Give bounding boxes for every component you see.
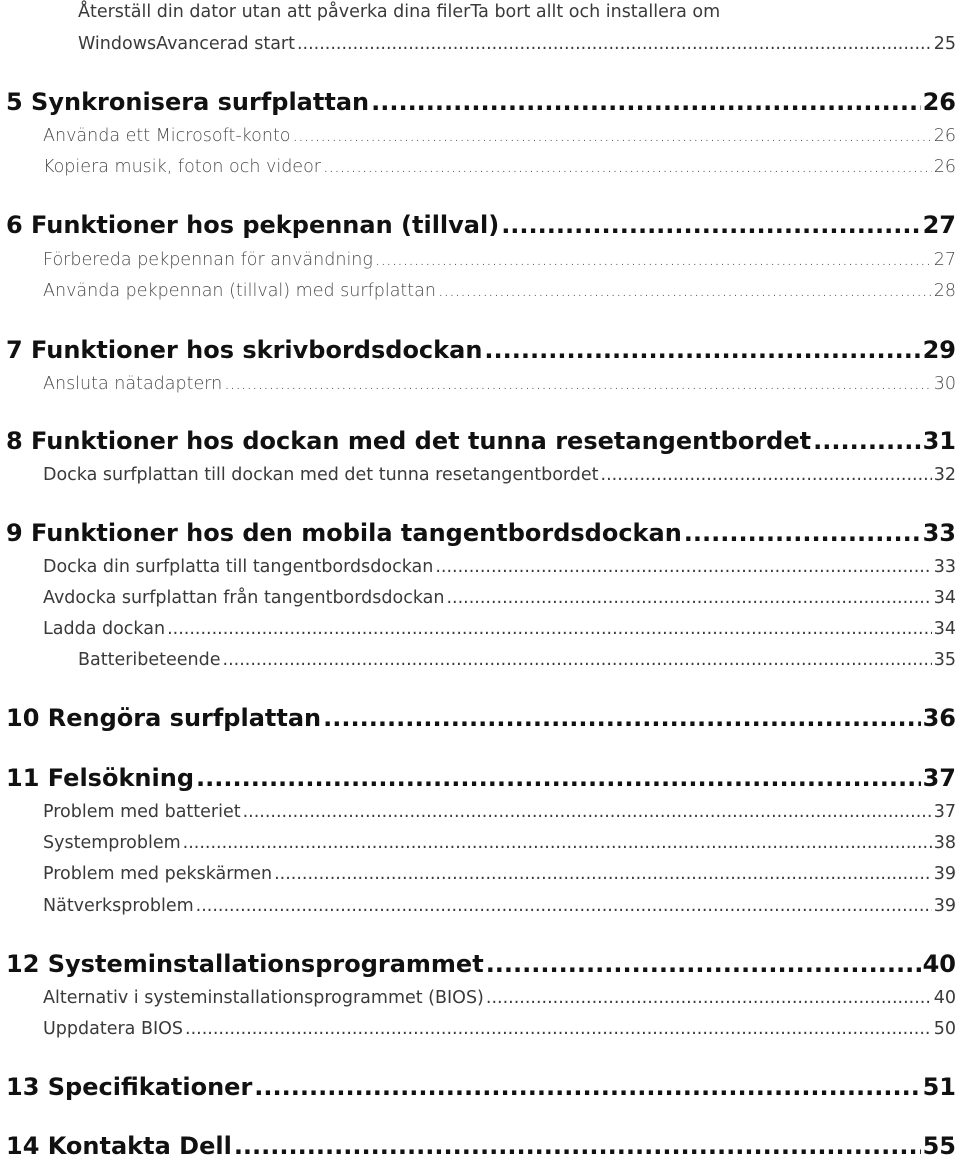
toc-page-number: 35 bbox=[933, 650, 956, 670]
toc-leader-dots bbox=[501, 211, 920, 239]
toc-page-number: 36 bbox=[922, 704, 956, 732]
toc-leader-dots bbox=[484, 336, 920, 364]
toc-chapter-title: 10 Rengöra surfplattan bbox=[6, 704, 322, 732]
toc-section-entry[interactable] bbox=[43, 281, 956, 301]
toc-leader-dots bbox=[243, 802, 932, 822]
toc-section-title: Problem med pekskärmen bbox=[43, 864, 273, 884]
toc-section-entry[interactable] bbox=[43, 557, 956, 577]
toc-leader-dots bbox=[323, 157, 932, 177]
toc-section-title: Förbereda pekpennan för användning bbox=[43, 250, 373, 270]
toc-leader-dots bbox=[234, 1132, 921, 1160]
toc-leader-dots bbox=[224, 374, 931, 394]
toc-page-number: 28 bbox=[933, 281, 956, 301]
toc-chapter-title: 14 Kontakta Dell bbox=[6, 1132, 232, 1160]
toc-page-number: 38 bbox=[933, 833, 956, 853]
toc-chapter-entry[interactable] bbox=[6, 336, 956, 364]
toc-chapter-entry[interactable] bbox=[6, 1132, 956, 1160]
toc-chapter-title: 6 Funktioner hos pekpennan (tillval) bbox=[6, 211, 500, 239]
toc-chapter-entry[interactable] bbox=[6, 764, 956, 792]
toc-page-number: 33 bbox=[933, 557, 956, 577]
toc-chapter-entry[interactable] bbox=[6, 1073, 956, 1101]
toc-leader-dots bbox=[274, 864, 932, 884]
toc-chapter-title: 9 Funktioner hos den mobila tangentbordsdockan bbox=[6, 519, 682, 547]
toc-entry[interactable] bbox=[78, 34, 956, 54]
toc-section-entry[interactable] bbox=[43, 374, 956, 394]
toc-leader-dots bbox=[223, 650, 932, 670]
toc-page-number: 37 bbox=[922, 764, 956, 792]
toc-leader-dots bbox=[167, 619, 932, 639]
toc-page-number: 55 bbox=[922, 1132, 956, 1160]
toc-section-entry[interactable] bbox=[43, 588, 956, 608]
toc-section-entry[interactable] bbox=[43, 896, 956, 916]
toc-section-entry[interactable] bbox=[43, 802, 956, 822]
toc-page-number: 32 bbox=[933, 465, 956, 485]
toc-chapter-entry[interactable] bbox=[6, 88, 956, 116]
toc-page-number: 30 bbox=[933, 374, 956, 394]
toc-section-title: Avdocka surfplattan från tangentbordsdockan bbox=[43, 588, 445, 608]
toc-chapter-entry[interactable] bbox=[6, 950, 956, 978]
toc-chapter-title: 13 Specifikationer bbox=[6, 1073, 253, 1101]
toc-leader-dots bbox=[684, 519, 921, 547]
toc-leader-dots bbox=[375, 250, 932, 270]
toc-section-title: Docka surfplattan till dockan med det tunna resetangentbordet bbox=[43, 465, 599, 485]
toc-section-entry[interactable] bbox=[43, 619, 956, 639]
toc-page-number: 26 bbox=[922, 88, 956, 116]
toc-leader-dots bbox=[371, 88, 921, 116]
toc-leader-dots bbox=[254, 1073, 920, 1101]
toc-section-title: Systemproblem bbox=[43, 833, 181, 853]
toc-section-title: Kopiera musik, foton och videor bbox=[43, 157, 321, 177]
toc-leader-dots bbox=[446, 588, 931, 608]
toc-page-number: 26 bbox=[933, 126, 956, 146]
toc-chapter-entry[interactable] bbox=[6, 427, 956, 455]
toc-section-entry[interactable] bbox=[43, 465, 956, 485]
toc-subsection-entry[interactable] bbox=[78, 650, 956, 670]
toc-page-number: 29 bbox=[922, 336, 956, 364]
toc-section-title: Ansluta nätadaptern bbox=[43, 374, 223, 394]
toc-section-title: Problem med batteriet bbox=[43, 802, 241, 822]
toc-page-number: 40 bbox=[922, 950, 956, 978]
toc-page-number: 50 bbox=[933, 1019, 956, 1039]
toc-page-number: 39 bbox=[933, 864, 956, 884]
toc-section-entry[interactable] bbox=[43, 1019, 956, 1039]
toc-chapter-title: 5 Synkronisera surfplattan bbox=[6, 88, 370, 116]
toc-leader-dots bbox=[185, 1019, 932, 1039]
toc-section-entry[interactable] bbox=[43, 833, 956, 853]
toc-page-number: 34 bbox=[933, 588, 956, 608]
toc-section-entry[interactable] bbox=[43, 988, 956, 1008]
toc-page-number: 34 bbox=[933, 619, 956, 639]
toc-section-entry[interactable] bbox=[43, 126, 956, 146]
toc-page-number: 27 bbox=[933, 250, 956, 270]
toc-section-title: Ladda dockan bbox=[43, 619, 166, 639]
toc-page-number: 25 bbox=[933, 34, 956, 54]
toc-leader-dots bbox=[293, 126, 932, 146]
toc-chapter-entry[interactable] bbox=[6, 519, 956, 547]
toc-section-title: Alternativ i systeminstallationsprogrammet (BIOS) bbox=[43, 988, 484, 1008]
toc-section-title: Nätverksproblem bbox=[43, 896, 194, 916]
toc-leader-dots bbox=[438, 281, 932, 301]
toc-section-entry[interactable] bbox=[43, 250, 956, 270]
toc-entry-title: WindowsAvancerad start bbox=[78, 34, 295, 54]
toc-page-number: 39 bbox=[933, 896, 956, 916]
toc-subsection-title: Batteribeteende bbox=[78, 650, 221, 670]
toc-page-number: 31 bbox=[922, 427, 956, 455]
toc-entry-text-line-1: Återställ din dator utan att påverka dina filerTa bort allt och installera om bbox=[78, 2, 721, 22]
toc-leader-dots bbox=[486, 950, 921, 978]
toc-page-number: 33 bbox=[922, 519, 956, 547]
toc-page-number: 37 bbox=[933, 802, 956, 822]
toc-chapter-entry[interactable] bbox=[6, 704, 956, 732]
toc-leader-dots bbox=[435, 557, 931, 577]
toc-page-number: 26 bbox=[933, 157, 956, 177]
toc-leader-dots bbox=[486, 988, 932, 1008]
toc-chapter-entry[interactable] bbox=[6, 211, 956, 239]
toc-section-entry[interactable] bbox=[43, 157, 956, 177]
toc-page-number: 51 bbox=[922, 1073, 956, 1101]
toc-leader-dots bbox=[813, 427, 920, 455]
toc-chapter-title: 12 Systeminstallationsprogrammet bbox=[6, 950, 484, 978]
toc-section-title: Docka din surfplatta till tangentbordsdockan bbox=[43, 557, 434, 577]
toc-leader-dots bbox=[601, 465, 932, 485]
toc-page-number: 40 bbox=[933, 988, 956, 1008]
toc-section-title: Uppdatera BIOS bbox=[43, 1019, 184, 1039]
toc-chapter-title: 11 Felsökning bbox=[6, 764, 194, 792]
toc-chapter-title: 7 Funktioner hos skrivbordsdockan bbox=[6, 336, 483, 364]
toc-leader-dots bbox=[297, 34, 932, 54]
toc-page-number: 27 bbox=[922, 211, 956, 239]
toc-section-title: Använda pekpennan (tillval) med surfplattan bbox=[43, 281, 436, 301]
toc-section-title: Använda ett Microsoft-konto bbox=[43, 126, 291, 146]
toc-chapter-title: 8 Funktioner hos dockan med det tunna resetangentbordet bbox=[6, 427, 812, 455]
toc-leader-dots bbox=[196, 896, 932, 916]
toc-leader-dots bbox=[323, 704, 920, 732]
toc-section-entry[interactable] bbox=[43, 864, 956, 884]
toc-leader-dots bbox=[196, 764, 921, 792]
toc-leader-dots bbox=[183, 833, 932, 853]
